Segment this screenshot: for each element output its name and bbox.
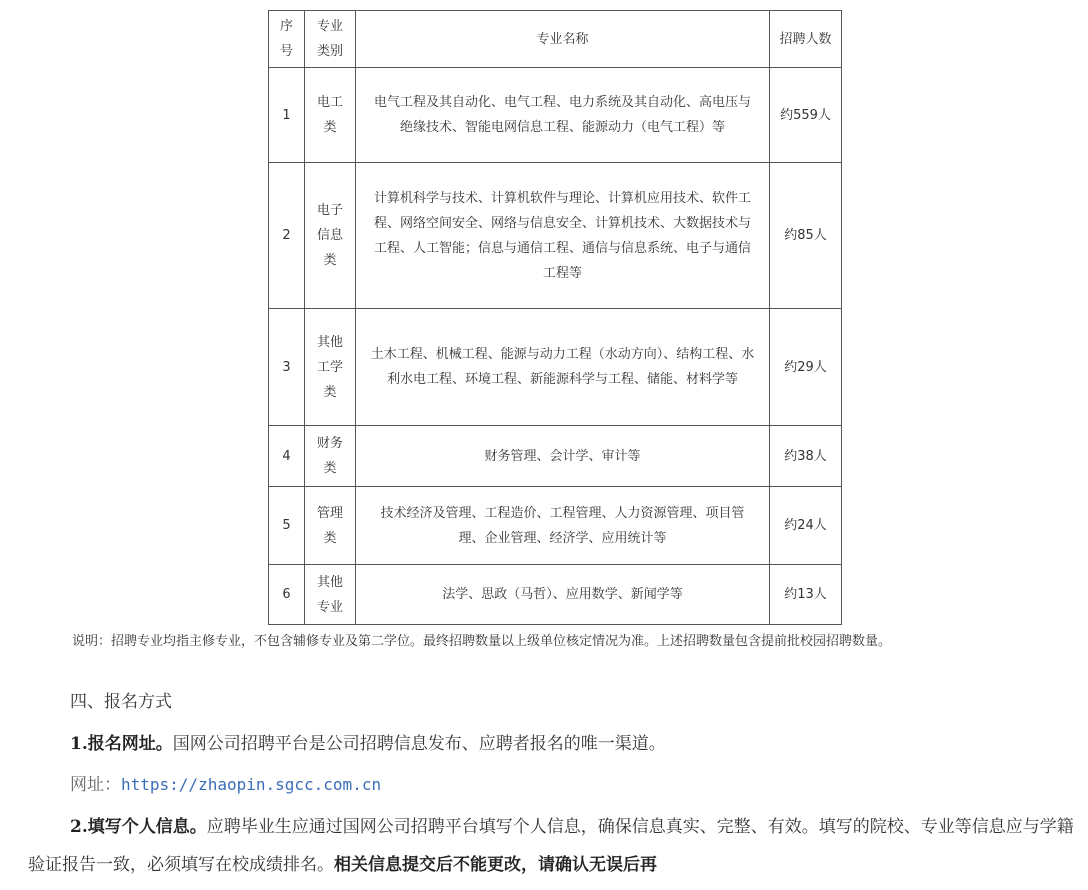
url-line (70, 766, 1088, 804)
header-index: 序号 (269, 11, 305, 68)
row-count: 约85人 (770, 163, 842, 309)
row-index: 2 (269, 163, 305, 309)
registration-url-paragraph (70, 725, 1088, 763)
table-row (269, 426, 842, 487)
table-row (269, 309, 842, 426)
row-index: 1 (269, 68, 305, 163)
recruitment-table (268, 10, 842, 625)
row-majors: 土木工程、机械工程、能源与动力工程（水动方向）、结构工程、水利水电工程、环境工程、新能源科学与工程、储能、材料学等 (356, 309, 770, 426)
section-heading: 四、报名方式 (70, 692, 172, 712)
row-majors: 财务管理、会计学、审计等 (356, 426, 770, 487)
row-category: 其他工学类 (305, 309, 356, 426)
row-category: 电工类 (305, 68, 356, 163)
table-row (269, 68, 842, 163)
item1-text: 国网公司招聘平台是公司招聘信息发布、应聘者报名的唯一渠道。 (172, 734, 666, 754)
header-majors: 专业名称 (356, 11, 770, 68)
item2-text: 应聘毕业生应通过国网公司招聘平台填写个人信息，确保信息真实、完整、有效。填写的院校、专业等信息应与学籍验证报告一致，必须填写在校成绩排名。 (28, 817, 1074, 875)
row-category: 其他专业 (305, 565, 356, 625)
registration-url-link[interactable]: https://zhaopin.sgcc.com.cn (121, 775, 382, 794)
header-count: 招聘人数 (770, 11, 842, 68)
row-index: 6 (269, 565, 305, 625)
personal-info-paragraph (28, 808, 1083, 884)
row-count: 约24人 (770, 487, 842, 565)
row-count: 约559人 (770, 68, 842, 163)
row-majors: 技术经济及管理、工程造价、工程管理、人力资源管理、项目管理、企业管理、经济学、应用统计等 (356, 487, 770, 565)
row-majors: 电气工程及其自动化、电气工程、电力系统及其自动化、高电压与绝缘技术、智能电网信息工程、能源动力（电气工程）等 (356, 68, 770, 163)
table-row (269, 565, 842, 625)
row-index: 4 (269, 426, 305, 487)
table-note: 说明：招聘专业均指主修专业，不包含辅修专业及第二学位。最终招聘数量以上级单位核定情况为准。上述招聘数量包含提前批校园招聘数量。 (72, 634, 892, 649)
row-majors: 法学、思政（马哲）、应用数学、新闻学等 (356, 565, 770, 625)
table-header-row (269, 11, 842, 68)
table-row (269, 163, 842, 309)
row-category: 财务类 (305, 426, 356, 487)
item2-lead: 2.填写个人信息。 (70, 817, 207, 837)
row-count: 约13人 (770, 565, 842, 625)
table-row (269, 487, 842, 565)
row-count: 约29人 (770, 309, 842, 426)
item1-lead: 1.报名网址。 (70, 734, 173, 754)
item2-emphasis: 相关信息提交后不能更改，请确认无误后再 (334, 855, 657, 875)
row-category: 电子信息类 (305, 163, 356, 309)
row-index: 3 (269, 309, 305, 426)
row-count: 约38人 (770, 426, 842, 487)
header-category: 专业类别 (305, 11, 356, 68)
row-majors: 计算机科学与技术、计算机软件与理论、计算机应用技术、软件工程、网络空间安全、网络与信息安全、计算机技术、大数据技术与工程、人工智能；信息与通信工程、通信与信息系统、电子与通信工程等 (356, 163, 770, 309)
row-index: 5 (269, 487, 305, 565)
row-category: 管理类 (305, 487, 356, 565)
url-label: 网址： (70, 775, 121, 795)
